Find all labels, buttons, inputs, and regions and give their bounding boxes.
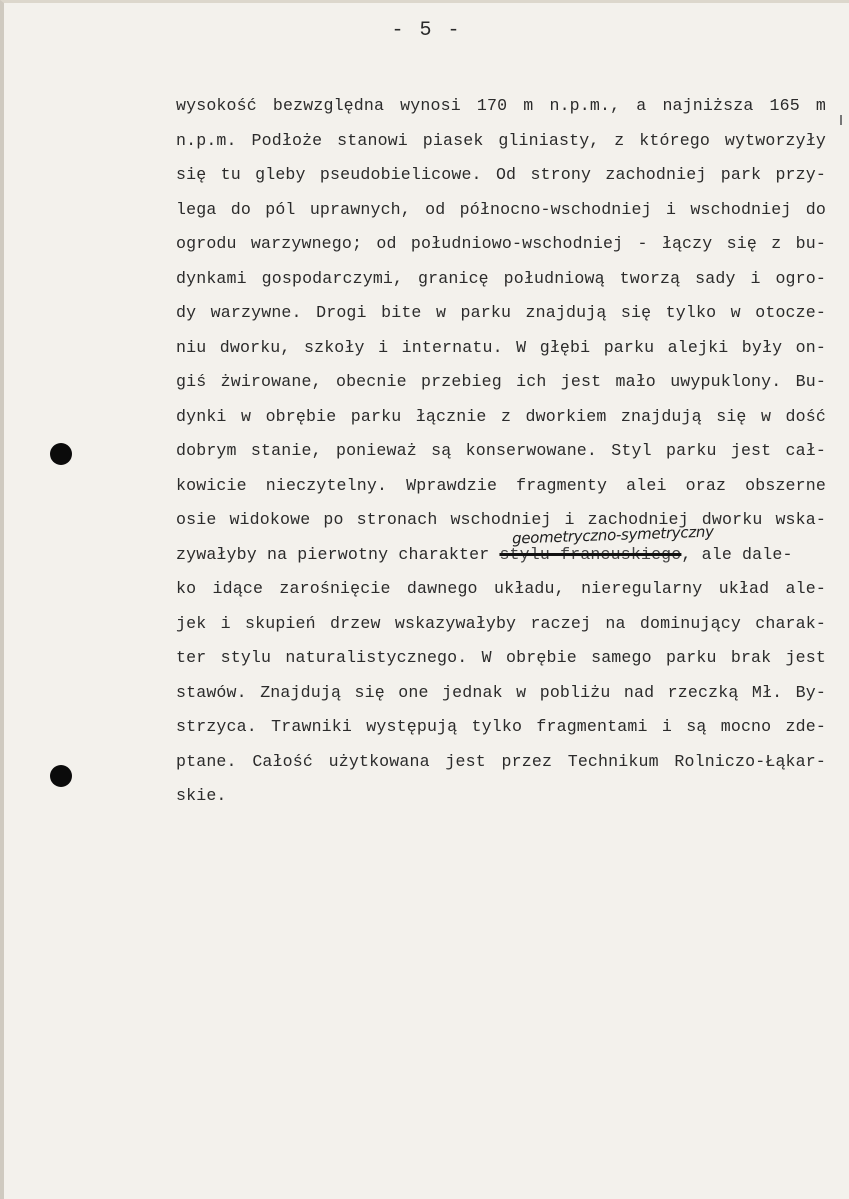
text-line: lega do pól uprawnych, od północno-wschodniej i wschodniej do	[176, 199, 826, 219]
text-line: ogrodu warzywnego; od południowo-wschodniej - łączy się z bu-	[176, 234, 826, 253]
text-line: ter stylu naturalistycznego. W obrębie samego parku brak jest	[176, 648, 826, 667]
text-line: się tu gleby pseudobielicowe. Od strony zachodniej park przy-	[176, 165, 826, 184]
text-line: giś żwirowane, obecnie przebieg ich jest mało uwypuklony. Bu-	[176, 372, 826, 391]
text-line-with-correction	[176, 538, 826, 573]
text-line: jek i skupień drzew wskazywałyby raczej na dominujący charak-	[176, 613, 826, 633]
text-line: osie widokowe po stronach wschodniej i zachodniej dworku wska-	[176, 510, 826, 529]
text-line: n.p.m. Podłoże stanowi piasek gliniasty, z którego wytworzyły	[176, 130, 826, 150]
punch-hole-top	[50, 443, 72, 465]
struck-through-text: stylu francuskiego	[499, 544, 682, 564]
text-line: strzyca. Trawniki występują tylko fragmentami i są mocno zde-	[176, 717, 826, 736]
text-line: wysokość bezwzględna wynosi 170 m n.p.m., a najniższa 165 m	[176, 96, 826, 115]
text-line: dynkami gospodarczymi, granicę południową tworzą sady i ogro-	[176, 268, 826, 288]
text-line: kowicie nieczytelny. Wprawdzie fragmenty alei oraz obszerne	[176, 475, 826, 495]
page-number: - 5 -	[391, 19, 462, 42]
text-line: ko idące zarośnięcie dawnego układu, nieregularny układ ale-	[176, 579, 826, 598]
text-segment: , ale dale-	[681, 544, 793, 564]
text-line: ptane. Całość użytkowana jest przez Technikum Rolniczo-Łąkar-	[176, 751, 826, 771]
text-line: dobrym stanie, ponieważ są konserwowane. Styl parku jest cał-	[176, 441, 826, 460]
body-text	[176, 89, 826, 814]
margin-mark	[840, 115, 842, 125]
punch-hole-bottom	[50, 765, 72, 787]
text-line: niu dworku, szkoły i internatu. W głębi parku alejki były on-	[176, 337, 826, 357]
text-segment: zywałyby na pierwotny charakter	[176, 544, 500, 564]
text-line: skie.	[176, 786, 227, 805]
text-line: stawów. Znajdują się one jednak w pobliżu nad rzeczką Mł. By-	[176, 682, 826, 702]
handwritten-correction: geometryczno-symetryczny	[511, 522, 714, 548]
text-line: dynki w obrębie parku łącznie z dworkiem znajdują się w dość	[176, 406, 826, 426]
text-line: dy warzywne. Drogi bite w parku znajdują się tylko w otocze-	[176, 303, 826, 322]
